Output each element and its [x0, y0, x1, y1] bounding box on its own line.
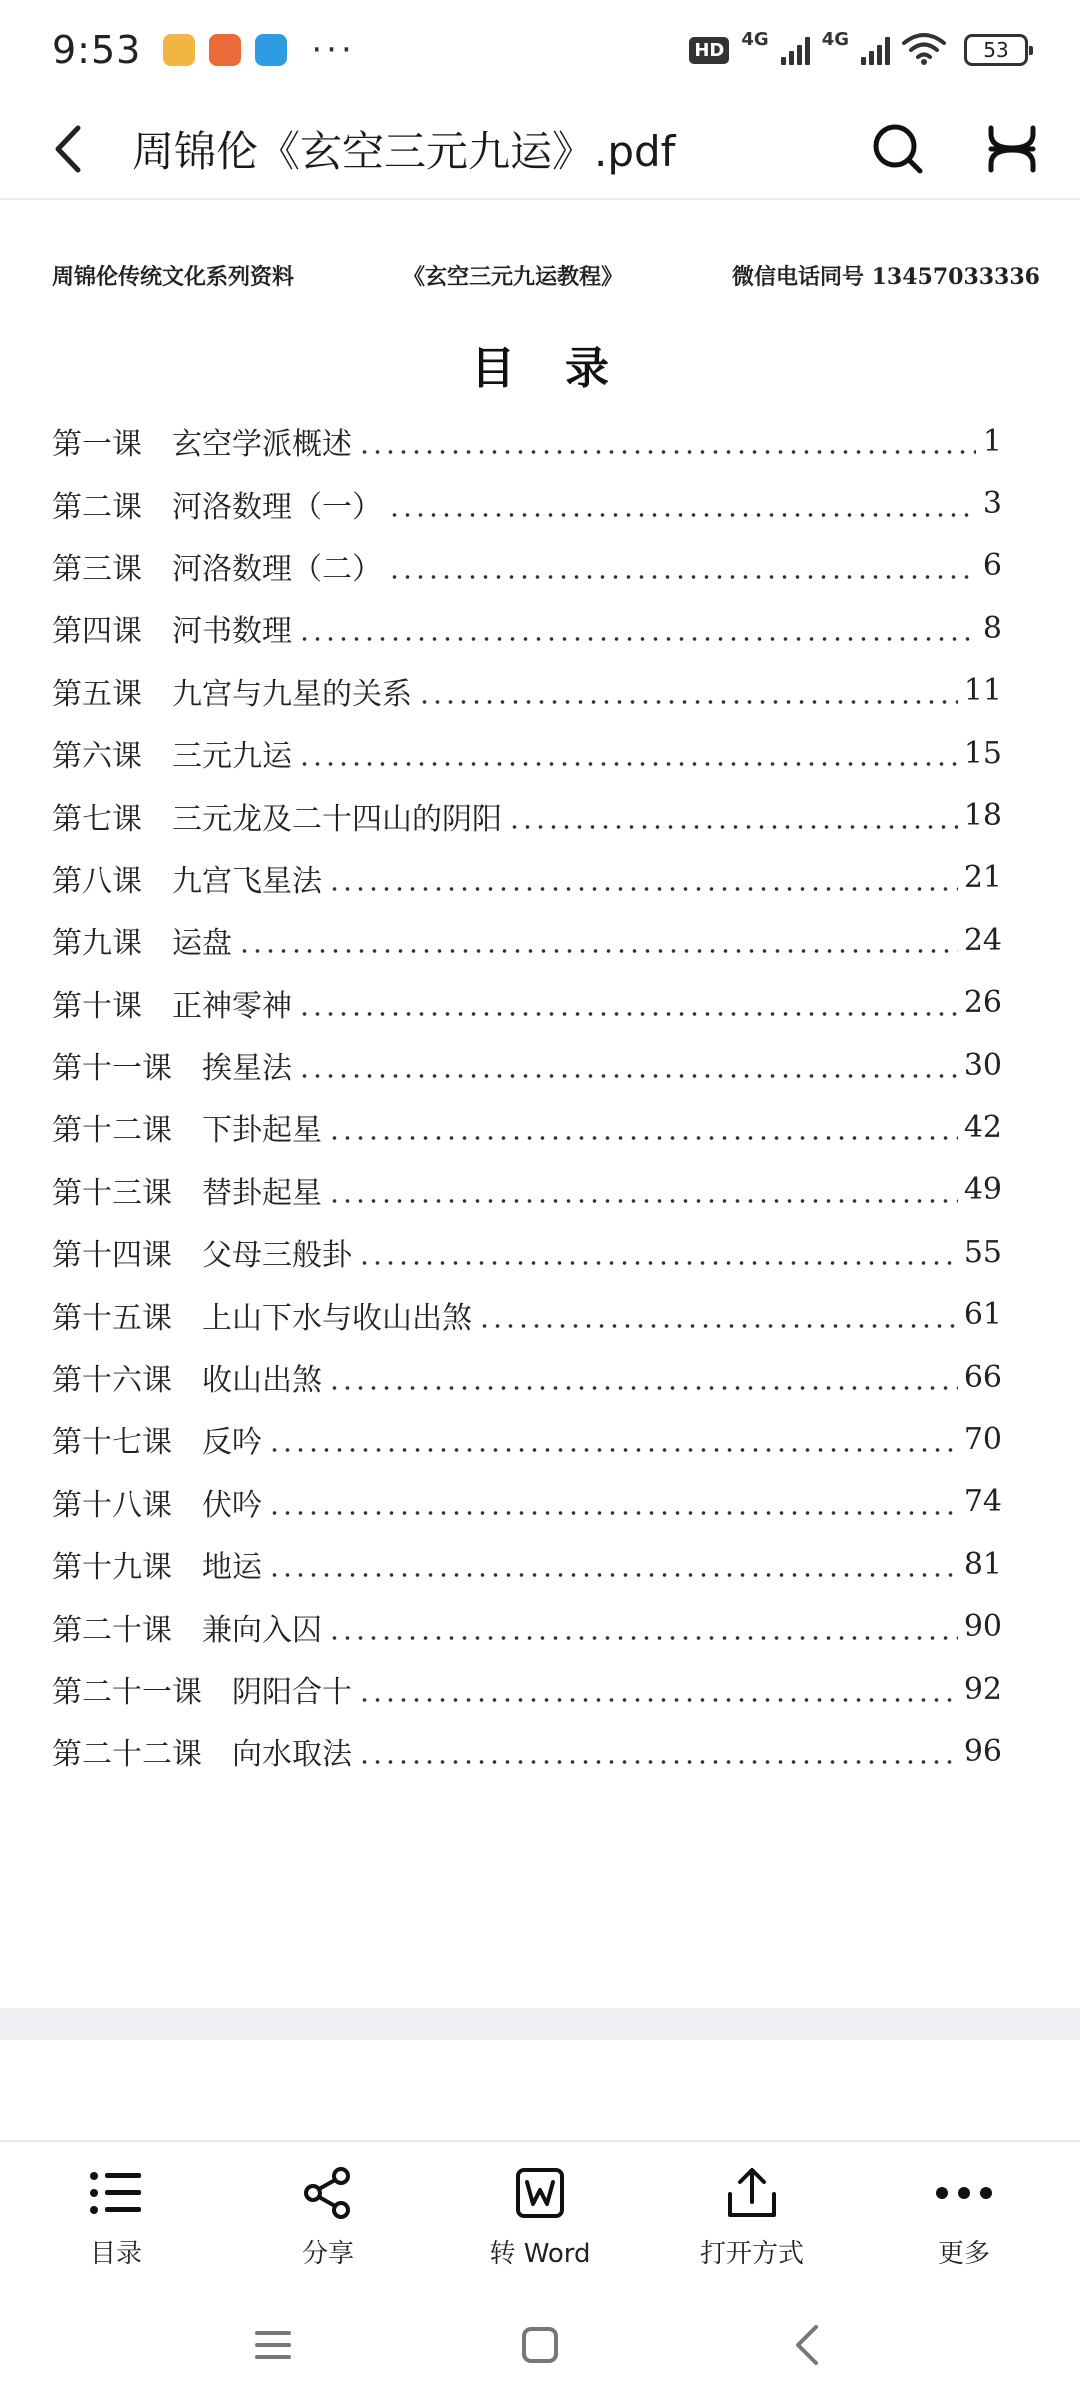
toc-lesson-number: 第十课	[52, 988, 142, 1024]
open-with-label: 打开方式	[699, 2238, 804, 2269]
toc-page-number: 1	[982, 423, 1002, 459]
system-nav-bar	[0, 2290, 1080, 2400]
toc-lesson-number: 第十六课	[52, 1363, 172, 1399]
toc-dot-leader	[328, 1112, 958, 1142]
toc-lesson-topic: 玄空学派概述	[172, 427, 352, 463]
toc-lesson-number: 第二十一课	[52, 1675, 202, 1710]
toc-lesson-number: 第七课	[52, 801, 142, 837]
home-icon[interactable]	[505, 2315, 575, 2375]
toc-lesson-number: 第十四课	[52, 1238, 172, 1274]
toc-lesson-number: 第十三课	[52, 1175, 172, 1211]
wifi-icon	[902, 31, 946, 69]
toc-dot-leader	[298, 738, 958, 768]
toc-dot-leader	[268, 1424, 958, 1454]
toc-dot-leader	[358, 1674, 958, 1704]
toc-page-number: 18	[963, 798, 1002, 834]
toc-list	[52, 410, 1002, 1783]
toc-lesson-topic: 九宫与九星的关系	[172, 676, 412, 712]
toc-lesson-topic: 三元龙及二十四山的阴阳	[172, 801, 502, 837]
toc-page-number: 8	[982, 610, 1002, 646]
notification-app-icon	[209, 34, 241, 66]
toc-lesson-topic: 反吟	[202, 1425, 262, 1461]
toc-dot-leader	[268, 1549, 958, 1579]
toc-lesson-number: 第十八课	[52, 1487, 172, 1523]
back-arrow-icon[interactable]	[52, 119, 102, 179]
toc-lesson-number: 第十七课	[52, 1425, 172, 1461]
toc-entry[interactable]	[52, 909, 1002, 971]
word-convert-icon	[510, 2163, 570, 2223]
open-with-icon	[722, 2163, 782, 2223]
toc-lesson-topic: 父母三般卦	[202, 1238, 352, 1274]
toc-dot-leader	[358, 1237, 958, 1267]
toc-lesson-number: 第四课	[52, 614, 142, 650]
toc-page-number: 24	[963, 922, 1002, 958]
toc-lesson-topic: 河洛数理（一）	[172, 489, 382, 525]
toc-page-number: 11	[963, 673, 1002, 709]
toc-entry[interactable]	[52, 1159, 1002, 1221]
toc-page-number: 55	[963, 1234, 1002, 1270]
toc-page-number: 66	[963, 1359, 1002, 1395]
toc-page-number: 3	[982, 486, 1002, 522]
app-bar	[0, 100, 1080, 200]
page-separator	[0, 2008, 1080, 2040]
toc-entry[interactable]	[52, 847, 1002, 909]
convert-word-label: 转 Word	[489, 2238, 591, 2269]
toc-lesson-number: 第二课	[52, 489, 142, 525]
toc-entry[interactable]	[52, 972, 1002, 1034]
bottom-toolbar	[0, 2140, 1080, 2290]
back-icon[interactable]	[772, 2315, 842, 2375]
toc-lesson-number: 第九课	[52, 926, 142, 962]
toc-dot-leader	[268, 1487, 958, 1517]
status-bar	[0, 0, 1080, 100]
toc-entry[interactable]	[52, 1408, 1002, 1470]
toc-page-number: 74	[963, 1484, 1002, 1520]
toc-lesson-topic: 河书数理	[172, 614, 292, 650]
toc-dot-leader	[388, 489, 976, 519]
toc-entry[interactable]	[52, 1595, 1002, 1657]
more-button-label: 更多	[937, 2238, 990, 2269]
toc-entry[interactable]	[52, 410, 1002, 472]
battery-icon: 53	[964, 34, 1028, 66]
toc-lesson-number: 第一课	[52, 427, 142, 463]
toc-lesson-number: 第六课	[52, 739, 142, 775]
toc-lesson-topic: 阴阳合十	[232, 1675, 352, 1710]
toc-entry[interactable]	[52, 1034, 1002, 1096]
toc-lesson-topic: 九宫飞星法	[172, 863, 322, 899]
toc-page-number: 61	[963, 1297, 1002, 1333]
toc-page-number: 26	[963, 985, 1002, 1021]
toc-entry[interactable]	[52, 1283, 1002, 1345]
hd-icon: HD	[689, 37, 729, 64]
toc-entry[interactable]	[52, 535, 1002, 597]
toc-entry[interactable]	[52, 472, 1002, 534]
toc-lesson-topic: 向水取法	[232, 1737, 352, 1773]
toc-entry[interactable]	[52, 1533, 1002, 1595]
share-button[interactable]	[238, 2163, 418, 2270]
toc-entry[interactable]	[52, 1221, 1002, 1283]
toc-entry[interactable]	[52, 597, 1002, 659]
list-icon	[86, 2163, 146, 2223]
status-time: 9:53	[52, 28, 142, 72]
toc-dot-leader	[328, 1175, 958, 1205]
header-series: 周锦伦传统文化系列资料	[52, 264, 295, 290]
toc-lesson-topic: 三元九运	[172, 739, 292, 775]
header-book-title: 《玄空三元九运教程》	[402, 264, 623, 290]
search-icon[interactable]	[870, 121, 926, 177]
toc-lesson-topic: 收山出煞	[202, 1363, 322, 1399]
toc-lesson-topic: 河洛数理（二）	[172, 551, 382, 587]
toc-lesson-topic: 兼向入囚	[202, 1612, 322, 1648]
more-icon	[934, 2163, 994, 2223]
reading-mode-icon[interactable]	[984, 121, 1040, 177]
toc-entry[interactable]	[52, 1658, 1002, 1720]
toc-page-number: 70	[963, 1421, 1002, 1457]
system-indicators	[689, 31, 1028, 69]
toc-page-number: 30	[963, 1047, 1002, 1083]
toc-lesson-number: 第十九课	[52, 1550, 172, 1586]
toc-dot-leader	[388, 551, 976, 581]
toc-page-number: 15	[963, 735, 1002, 771]
toc-lesson-number: 第八课	[52, 863, 142, 899]
toc-page-number: 96	[963, 1733, 1002, 1769]
toc-dot-leader	[328, 863, 958, 893]
toc-page-number: 92	[963, 1671, 1002, 1707]
more-notifications-icon: ···	[311, 30, 356, 70]
notification-icons	[163, 34, 287, 66]
toc-dot-leader	[358, 1736, 958, 1766]
toc-lesson-topic: 地运	[202, 1550, 262, 1586]
toc-heading: 目录	[471, 343, 659, 394]
toc-dot-leader	[298, 988, 958, 1018]
signal-icon	[781, 35, 810, 65]
document-title: 周锦伦《玄空三元九运》.pdf	[132, 127, 676, 176]
toc-page-number: 21	[963, 860, 1002, 896]
toc-page-number: 49	[963, 1172, 1002, 1208]
toc-page-number: 81	[963, 1546, 1002, 1582]
toc-entry[interactable]	[52, 784, 1002, 846]
toc-lesson-topic: 正神零神	[172, 988, 292, 1024]
toc-lesson-number: 第二十二课	[52, 1737, 202, 1773]
header-contact: 微信电话同号 13457033336	[731, 264, 1040, 290]
notification-app-icon	[255, 34, 287, 66]
toc-lesson-topic: 替卦起星	[202, 1175, 322, 1211]
convert-word-button[interactable]	[450, 2163, 630, 2270]
more-button[interactable]	[874, 2163, 1054, 2270]
toc-dot-leader	[508, 801, 958, 831]
toc-dot-leader	[328, 1362, 958, 1392]
toc-entry[interactable]	[52, 660, 1002, 722]
share-icon	[298, 2163, 358, 2223]
toc-lesson-topic: 上山下水与收山出煞	[202, 1300, 472, 1336]
network-type-label: 4G	[821, 29, 849, 50]
toc-entry[interactable]	[52, 1720, 1002, 1782]
toc-lesson-number: 第十一课	[52, 1051, 172, 1087]
toc-page-number: 42	[963, 1109, 1002, 1145]
toc-lesson-number: 第十五课	[52, 1300, 172, 1336]
toc-dot-leader	[478, 1300, 958, 1330]
toc-lesson-topic: 伏吟	[202, 1487, 262, 1523]
toc-lesson-number: 第十二课	[52, 1113, 172, 1149]
toc-dot-leader	[328, 1612, 958, 1642]
toc-lesson-topic: 挨星法	[202, 1051, 292, 1087]
toc-page-number: 6	[982, 548, 1002, 584]
toc-dot-leader	[238, 925, 958, 955]
toc-page-number: 90	[963, 1609, 1002, 1645]
toc-lesson-topic: 运盘	[172, 926, 232, 962]
signal-icon	[861, 35, 890, 65]
page-header	[52, 260, 1040, 291]
toc-dot-leader	[298, 1050, 958, 1080]
toc-dot-leader	[358, 426, 976, 456]
network-type-label: 4G	[741, 29, 769, 50]
toc-button-label: 目录	[89, 2238, 142, 2269]
toc-dot-leader	[418, 676, 958, 706]
share-button-label: 分享	[301, 2238, 354, 2269]
toc-lesson-number: 第三课	[52, 551, 142, 587]
notification-app-icon	[163, 34, 195, 66]
toc-lesson-number: 第五课	[52, 676, 142, 712]
open-with-button[interactable]	[662, 2163, 842, 2270]
pdf-page[interactable]	[0, 204, 1080, 2004]
toc-entry[interactable]	[52, 722, 1002, 784]
toc-lesson-topic: 下卦起星	[202, 1113, 322, 1149]
toc-entry[interactable]	[52, 1096, 1002, 1158]
toc-dot-leader	[298, 613, 976, 643]
toc-entry[interactable]	[52, 1346, 1002, 1408]
toc-lesson-number: 第二十课	[52, 1612, 172, 1648]
toc-entry[interactable]	[52, 1471, 1002, 1533]
toc-button[interactable]	[26, 2163, 206, 2270]
menu-icon[interactable]	[238, 2315, 308, 2375]
